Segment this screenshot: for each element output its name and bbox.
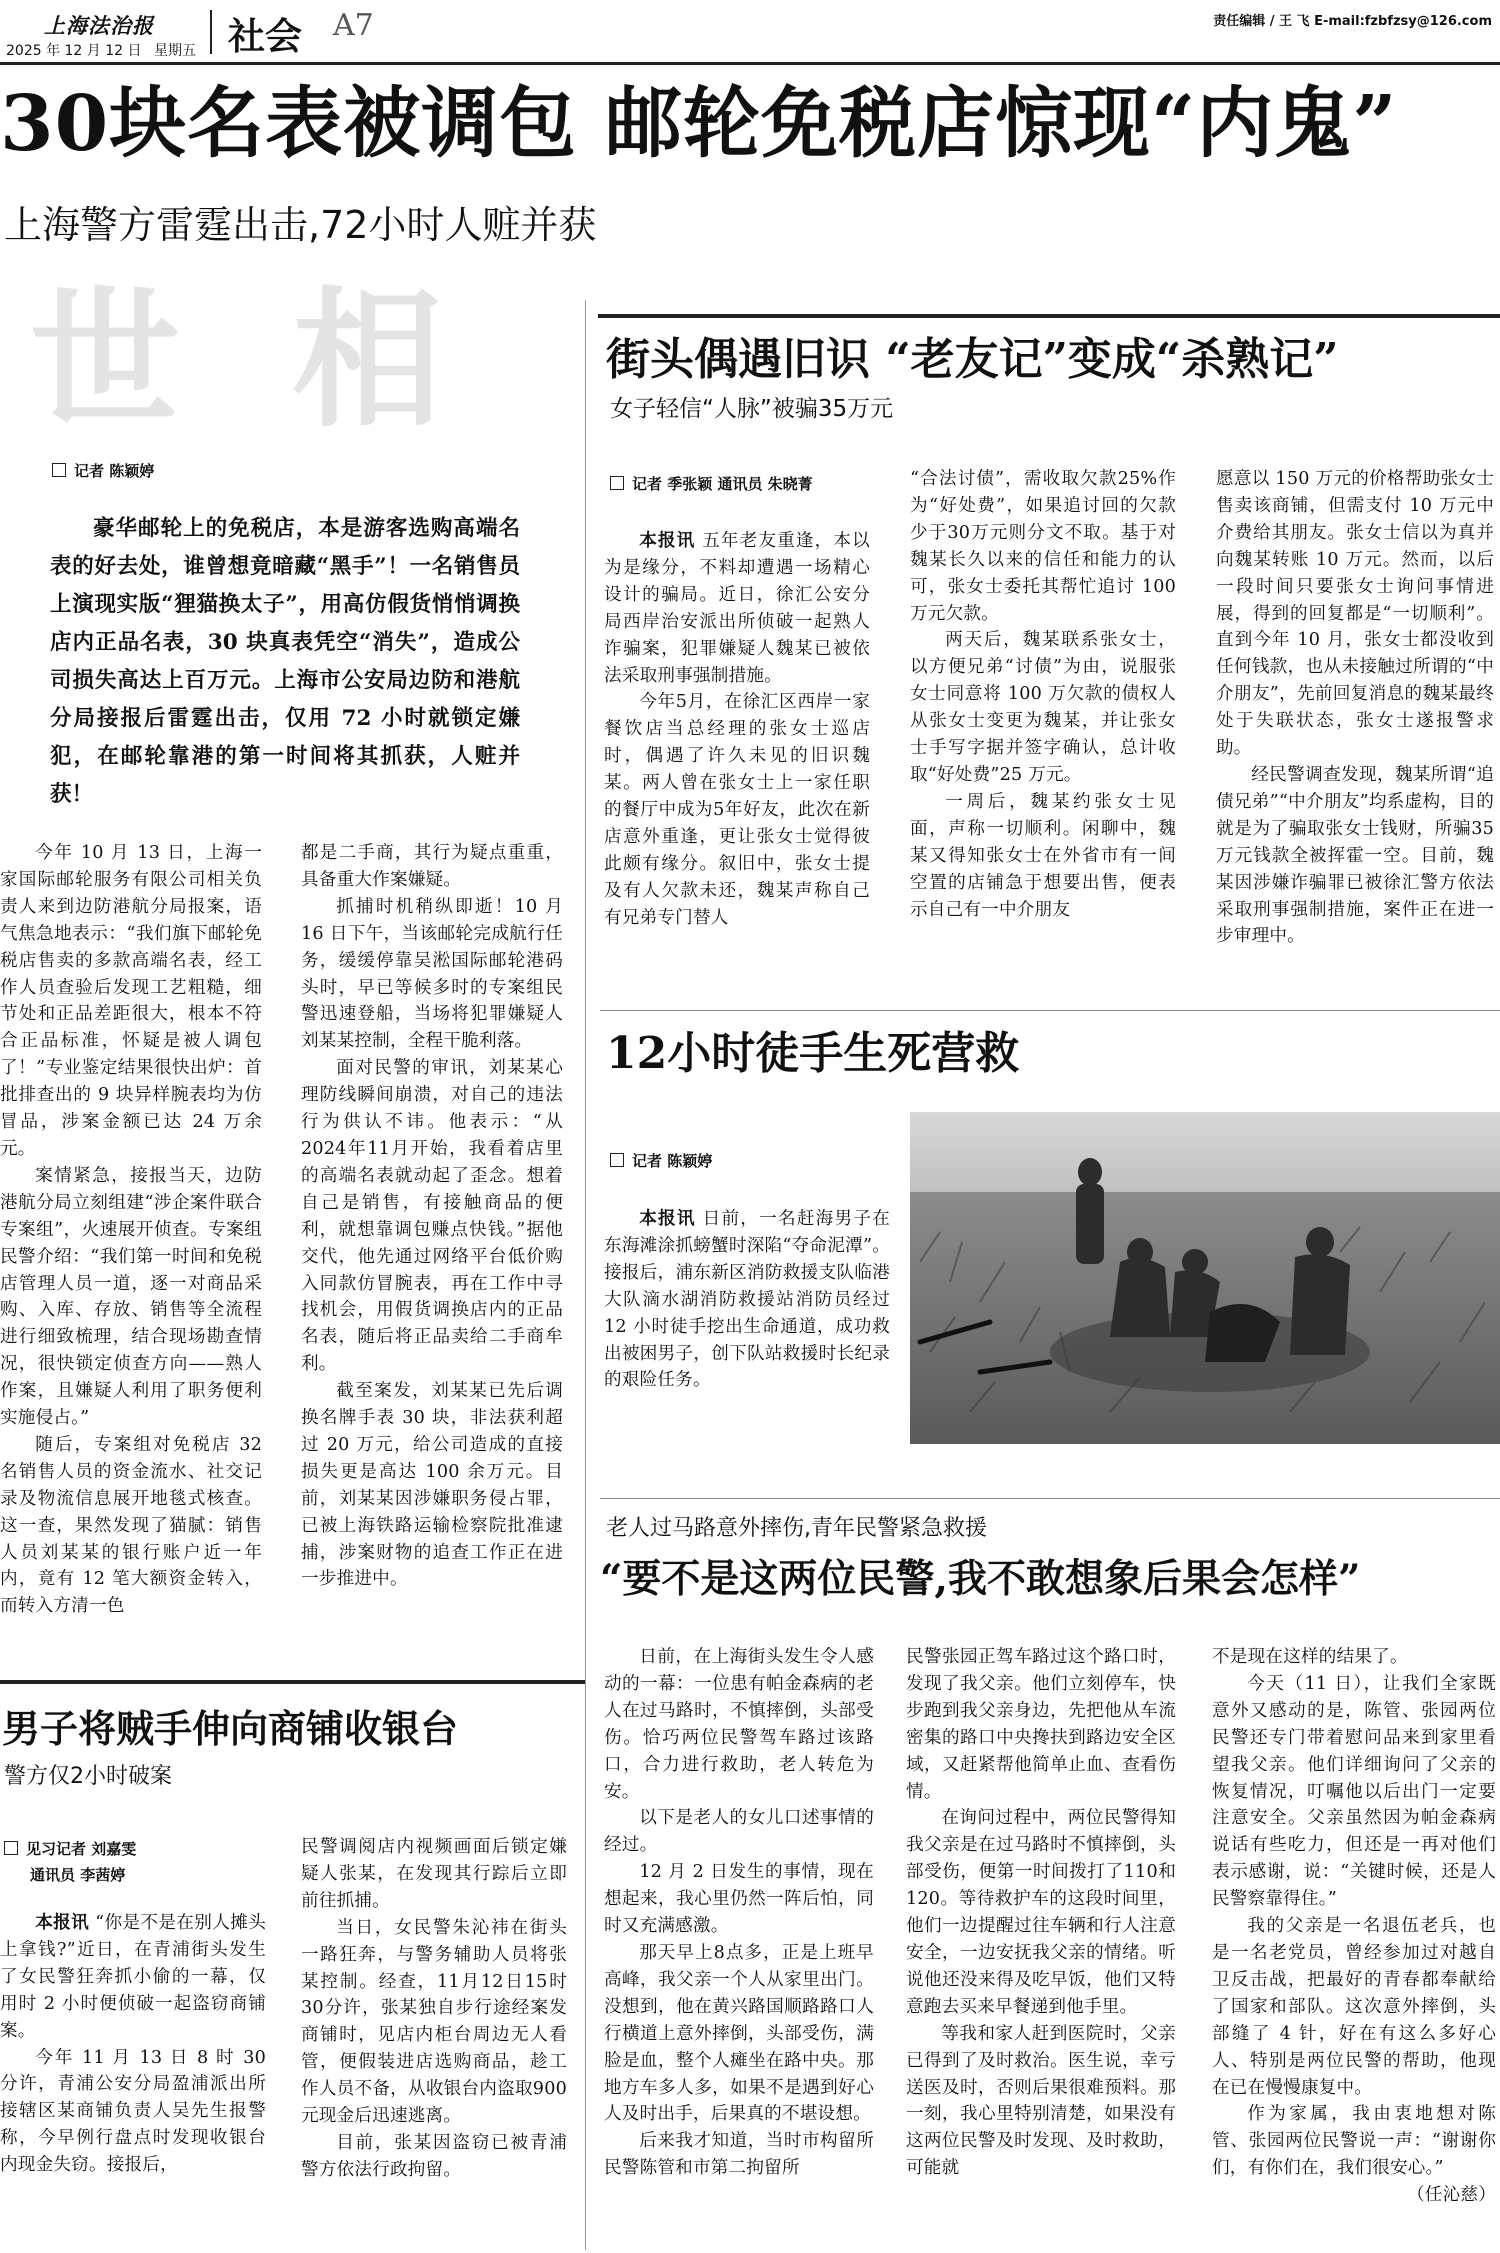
paragraph: 日前，在上海街头发生令人感动的一幕：一位患有帕金森病的老人在过马路时，不慎摔倒，头部受伤。恰巧两位民警驾车路过该路口，合力进行救助，老人转危为安。: [604, 1647, 874, 1802]
byline-box-icon: [610, 476, 624, 490]
paragraph: 12 月 2 日发生的事情，现在想起来，我心里仍然一阵后怕，同时又充满感激。: [604, 1862, 874, 1937]
old-friend-headline: 街头偶遇旧识 “老友记”变成“杀熟记”: [606, 334, 1339, 385]
paragraph: 今年5月，在徐汇区西岸一家餐饮店当总经理的张女士巡店时，偶遇了许久未见的旧识魏某。两人曾在张女士上一家任职的餐厅中成为5年好友，此次在新店意外重逢，更让张女士觉得彼此颇有缘分。叙旧中，张女士提及有人欠款未还，魏某声称自己有兄弟专门替人: [604, 692, 870, 928]
editor-credit: 责任编辑 / 王 飞 E-mail:fzbfzsy@126.com: [1213, 14, 1492, 29]
main-subhead: 上海警方雷霆出击,72小时人赃并获: [4, 203, 597, 247]
thief-byline: [4, 1836, 136, 1888]
paragraph: 等我和家人赶到医院时，父亲已得到了及时救治。医生说，幸亏送医及时，否则后果很难预料。那一刻，我心里特别清楚，如果没有这两位民警及时发现、及时救助，可能就: [906, 2023, 1176, 2179]
byline-text: 记者 季张颖 通讯员 朱晓菁: [632, 475, 813, 493]
lead-paragraph: 豪华邮轮上的免税店，本是游客选购高端名表的好去处，谁曾想竟暗藏“黑手”！一名销售员上演现实版“狸猫换太子”，用高仿假货悄悄调换店内正品名表，30 块真表凭空“消失”，造成公司损失高达上百万元。上海市公安局边防和港航分局接报后雷霆出击，仅用 72 小时就锁定嫌犯，在邮轮靠港的第一时间将其抓获，人赃并获！: [50, 516, 520, 807]
paragraph: 两天后，魏某联系张女士，以方便兄弟“讨债”为由，说服张女士同意将 100 万欠款的债权人从张女士变更为魏某，并让张女士手写字据并签字确认，总计收取“好处费”25 万元。: [910, 630, 1176, 785]
thief-col-2: [301, 1834, 567, 2250]
story-elderly: [600, 1500, 1500, 2253]
main-col-1: [0, 840, 262, 1656]
paragraph: 今年 10 月 13 日，上海一家国际邮轮服务有限公司相关负责人来到边防港航分局报案，语气焦急地表示：“我们旗下邮轮免税店售卖的多款高端名表，经工作人员查验后发现工艺粗糙，细节处和正品差距很大，根本不符合正品标准，怀疑是被人调包了！”专业鉴定结果很快出炉：首批排查出的 9 块异样腕表均为仿冒品，涉案金额已达 24 万余元。: [0, 843, 262, 1159]
elderly-col-3: [1212, 1644, 1496, 2248]
paragraph: 民警调阅店内视频画面后锁定嫌疑人张某，在发现其行踪后立即前往抓捕。: [301, 1837, 567, 1911]
thief-col-1: [0, 1910, 266, 2250]
paper-name: 上海法治报: [44, 13, 154, 38]
paragraph-text: 作为家属，我由衷地想对陈管、张园两位民警说一声：“谢谢你们，有你们在，我们很安心。”: [1212, 2104, 1496, 2179]
paragraph: 今年 11 月 13 日 8 时 30 分许，青浦公安分局盈浦派出所接辖区某商铺负责人吴先生报警称，今早例行盘点时发现收银台内现金失窃。接报后，: [0, 2047, 266, 2176]
masthead-divider: [210, 10, 212, 54]
lead-text: 日前，一名赶海男子在东海滩涂抓螃蟹时深陷“夺命泥潭”。接报后，浦东新区消防救援支队临港大队滴水湖消防救援站消防员经过 12 小时徒手挖出生命通道，成功救出被困男子，创下队站救援时长纪录的艰险任务。: [604, 1209, 890, 1391]
byline-text: 记者 陈颖婷: [632, 1152, 713, 1170]
author-credit: （任沁慈）: [1407, 2185, 1496, 2206]
paragraph: 都是二手商，其行为疑点重重，具备重大作案嫌疑。: [301, 843, 563, 890]
date-text: 2025 年 12 月 12 日: [6, 43, 142, 59]
old-friend-subhead: 女子轻信“人脉”被骗35万元: [610, 396, 894, 422]
paragraph: 目前，张某因盗窃已被青浦警方依法行政拘留。: [301, 2132, 567, 2180]
byline-box-icon: [4, 1841, 18, 1855]
section-rule: [600, 1498, 1500, 1499]
thief-subhead: 警方仅2小时破案: [4, 1764, 172, 1789]
elderly-headline: “要不是这两位民警,我不敢想象后果会怎样”: [600, 1556, 1361, 1602]
story-rescue: [600, 1012, 1500, 1452]
paragraph: 我的父亲是一名退伍老兵，也是一名老党员，曾经参加过对越自卫反击战，把最好的青春都奉献给了国家和部队。这次意外摔倒，头部缝了 4 针，好在有这么多好心人、特别是两位民警的帮助，他现在已在慢慢康复中。: [1212, 1916, 1496, 2098]
paragraph: 经民警调查发现，魏某所谓“追债兄弟”“中介朋友”均系虚构，目的就是为了骗取张女士钱财，所骗35万元钱款全被挥霍一空。目前，魏某因涉嫌诈骗罪已被徐汇警方依法采取刑事强制措施，案件正在进一步审理中。: [1216, 764, 1494, 947]
paragraph: 一周后，魏某约张女士见面，声称一切顺利。闲聊中，魏某又得知张女士在外省市有一间空置的店铺急于想要出售，便表示自己有一中介朋友: [910, 791, 1176, 920]
byline-box-icon: [610, 1153, 624, 1167]
paragraph: 截至案发，刘某某已先后调换名牌手表 30 块，非法获利超过 20 万元，给公司造成的直接损失更是高达 100 余万元。目前，刘某某因涉嫌职务侵占罪，已被上海铁路运输检察院批准逮捕，涉案财物的追查工作正在进一步推进中。: [301, 1381, 563, 1590]
byline-text: 通讯员 李茜婷: [30, 1866, 126, 1884]
paragraph: 那天早上8点多，正是上班早高峰，我父亲一个人从家里出门。没想到，他在黄兴路国顺路路口人行横道上意外摔倒，头部受伤，满脸是血，整个人瘫坐在路中央。那地方车多人多，如果不是遇到好心人及时出手，后果真的不堪设想。: [604, 1942, 874, 2125]
rescue-body: [604, 1206, 890, 1446]
main-headline: 30块名表被调包 邮轮免税店惊现“内鬼”: [0, 79, 1398, 169]
paragraph: 愿意以 150 万元的价格帮助张女士售卖该商铺，但需支付 10 万元中介费给其朋友。张女士信以为真并向魏某转账 10 万元。然而，以后一段时间只要张女士询问事情进展，得到的回复都是“一切顺利”。直到今年 10 月，张女士都没收到任何钱款，也从未接触过所谓的“中介朋友”，先前回复消息的魏某最终处于失联状态，张女士遂报警求助。: [1216, 469, 1494, 759]
lead-text: 五年老友重逢，本以为是缘分，不料却遭遇一场精心设计的骗局。近日，徐汇公安分局西岸治安派出所侦破一起熟人诈骗案，犯罪嫌疑人魏某已被依法采取刑事强制措施。: [604, 531, 870, 686]
byline-text: 见习记者 刘嘉雯: [26, 1840, 137, 1858]
old-friend-col-3: [1216, 466, 1494, 988]
weekday-text: 星期五: [153, 43, 196, 59]
rescue-headline: 12小时徒手生死营救: [606, 1028, 1020, 1079]
lead-label: 本报讯: [639, 1209, 696, 1229]
issue-date: [6, 40, 196, 60]
lead-text: “你是不是在别人摊头上拿钱?”近日，在青浦街头发生了女民警狂奔抓小偷的一幕，仅用时 2 小时便侦破一起盗窃商铺案。: [0, 1913, 266, 2041]
story-thief: [0, 1684, 585, 2253]
elderly-col-2: [906, 1644, 1176, 2248]
old-friend-col-2: [910, 466, 1176, 988]
main-story: [0, 272, 585, 1660]
paragraph: 抓捕时机稍纵即逝！10 月 16 日下午，当该邮轮完成航行任务，缓缓停靠吴淞国际邮轮港码头时，早已等候多时的专案组民警迅速登船，当场将犯罪嫌疑人刘某某控制，全程干脆利落。: [301, 896, 563, 1052]
byline-text: 记者 陈颖婷: [74, 462, 155, 480]
paragraph: 随后，专案组对免税店 32 名销售人员的资金流水、社交记录及物流信息展开地毯式核查。这一查，果然发现了猫腻：销售人员刘某某的银行账户近一年内，竟有 12 笔大额资金转入，而转入方清一色: [0, 1434, 262, 1617]
paragraph: 今天（11 日），让我们全家既意外又感动的是，陈管、张园两位民警还专门带着慰问品来到家里看望我父亲。他们详细询问了父亲的恢复情况，叮嘱他以后出门一定要注意安全。父亲虽然因为帕金森病说话有些吃力，但还是一再对他们表示感谢，说：“关键时候，还是人民警察靠得住。”: [1212, 1673, 1496, 1910]
elderly-kicker: 老人过马路意外摔伤,青年民警紧急救援: [606, 1516, 987, 1541]
rescue-photo-image: [910, 1112, 1500, 1444]
paragraph: 不是现在这样的结果了。: [1212, 1647, 1408, 1667]
paragraph: [0, 1910, 266, 2045]
section-name: 社会: [228, 15, 302, 58]
paragraph: 以下是老人的女儿口述事情的经过。: [604, 1808, 874, 1856]
paragraph: 当日，女民警朱沁祎在街头一路狂奔，与警务辅助人员将张某控制。经查，11月12日15时30分许，张某独自步行途经案发商铺时，见店内柜台周边无人看管，便假装进店选购商品，趁工作人员不备，从收银台内盗取900元现金后迅速逃离。: [301, 1917, 567, 2127]
paragraph: 民警张园正驾车路过这个路口时，发现了我父亲。他们立刻停车，快步跑到我父亲身边，先把他从车流密集的路口中央搀扶到路边安全区域，又赶紧帮他简单止血、查看伤情。: [906, 1647, 1176, 1802]
rescue-byline: [610, 1148, 712, 1174]
main-col-2: [301, 840, 563, 1656]
paragraph: 在询问过程中，两位民警得知我父亲是在过马路时不慎摔倒，头部受伤，便第一时间拨打了110和120。等待救护车的这段时间里，他们一边提醒过往车辆和行人注意安全，一边安抚我父亲的情绪。听说他还没来得及吃早饭，他们又特意跑去买来早餐递到他手里。: [906, 1808, 1176, 2017]
column-logo: 世 相: [30, 272, 473, 448]
thief-headline: 男子将贼手伸向商铺收银台: [2, 1706, 459, 1751]
page-number: A7: [333, 8, 374, 43]
rescue-photo: [910, 1112, 1500, 1444]
byline-box-icon: [52, 463, 66, 477]
paragraph: 后来我才知道，当时市构留所民警陈管和市第二拘留所: [604, 2131, 874, 2179]
elderly-col-1: [604, 1644, 874, 2248]
paragraph: [604, 528, 870, 689]
paragraph: [604, 1206, 890, 1394]
lead-label: 本报讯: [639, 531, 696, 551]
main-byline: [52, 458, 154, 484]
paragraph: 案情紧急，接报当天，边防港航分局立刻组建“涉企案件联合专案组”，火速展开侦查。专案组民警介绍：“我们第一时间和免税店管理人员一道，逐一对商品采购、入库、存放、销售等全流程进行细致梳理，结合现场勘查情况，很快锁定侦查方向——熟人作案，且嫌疑人利用了职务便利实施侵占。”: [0, 1165, 262, 1429]
masthead-rule: [0, 62, 1500, 65]
paragraph: “合法讨债”，需收取欠款25%作为“好处费”，如果追讨回的欠款少于30万元则分文不取。基于对魏某长久以来的信任和能力的认可，张女士委托其帮忙追讨 100 万元欠款。: [910, 469, 1176, 624]
masthead: [0, 0, 1500, 62]
paragraph: 面对民警的审讯，刘某某心理防线瞬间崩溃，对自己的违法行为供认不讳。他表示：“从2024年11月开始，我看着店里的高端名表就动起了歪念。想着自己是销售，有接触商品的便利，就想靠调包赚点快钱。”据他交代，他先通过网络平台低价购入同款仿冒腕表，再在工作中寻找机会，用假货调换店内的正品名表，随后将正品卖给二手商牟利。: [301, 1058, 563, 1375]
old-friend-byline: [610, 471, 813, 497]
column-divider: [585, 300, 586, 2250]
section-rule: [600, 1010, 1500, 1011]
old-friend-col-1: [604, 528, 870, 988]
story-old-friend: [600, 318, 1500, 1008]
lead-label: 本报讯: [35, 1913, 90, 1933]
paragraph: [1212, 2101, 1496, 2206]
